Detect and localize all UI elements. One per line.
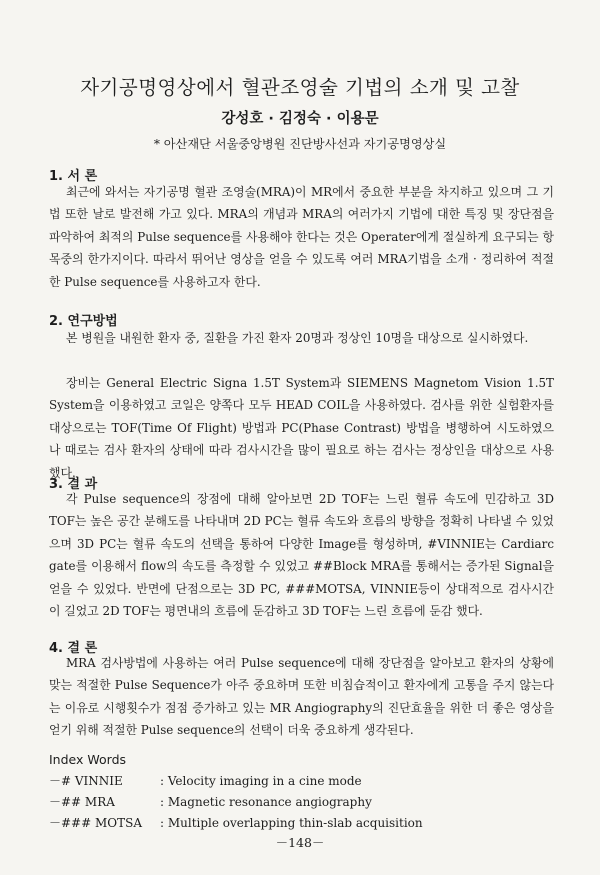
section-heading-conclusion: 4. 결 론 — [49, 641, 98, 656]
affiliation: * 아산재단 서울중앙병원 진단방사선과 자기공명영상실 — [153, 137, 447, 151]
index-definition: : Velocity imaging in a cine mode — [160, 774, 362, 788]
section-paragraph: MRA 검사방법에 사용하는 여러 Pulse sequence에 대해 장단점을 알아보고 환자의 상황에 맞는 적절한 Pulse Sequence가 아주 중요하며 또한 비침습적이고 환자에게 고통을 주지 않는다는 이유로 시행횟수가 점점 증가하고 있는 MR Angiography의 진단효율을 위한 더 좋은 영상을 얻기 위해 적절한 Pulse sequence의 선택이 더욱 중요하게 생각된다. — [49, 656, 554, 738]
index-definition: : Multiple overlapping thin-slab acquisition — [160, 816, 423, 830]
section-paragraph: 본 병원을 내원한 환자 중, 질환을 가진 환자 20명과 정상인 10명을 대상으로 실시하였다. — [66, 331, 529, 345]
section-heading-introduction: 1. 서 론 — [49, 169, 98, 184]
page-number: －148－ — [275, 835, 325, 850]
index-words-title: Index Words — [49, 752, 127, 767]
section-heading-methods: 2. 연구방법 — [49, 314, 118, 329]
index-term: －### MOTSA — [49, 816, 142, 830]
section-heading-results: 3. 결 과 — [49, 477, 98, 492]
index-term: －# VINNIE — [49, 774, 123, 788]
index-term: －## MRA — [49, 795, 115, 809]
section-paragraph: 최근에 와서는 자기공명 혈관 조영술(MRA)이 MR에서 중요한 부분을 차지하고 있으며 그 기법 또한 날로 발전해 가고 있다. MRA의 개념과 MRA의 여러가지 기법에 대한 특징 및 장단점을 파악하여 최적의 Pulse sequence를 사용해야 한다는 것은 Operater에게 절실하게 요구되는 항목중의 한가지이다. 따라서 뛰어난 영상을 얻을 수 있도록 여러 MRA기법을 소개 · 정리하여 적절한 Pulse sequence를 사용하고자 한다. — [49, 185, 554, 289]
index-word-row — [49, 793, 372, 810]
index-word-row — [49, 772, 362, 789]
author-list: 강성호 · 김정숙 · 이용문 — [221, 111, 379, 127]
index-definition: : Magnetic resonance angiography — [160, 795, 372, 809]
section-paragraph: 각 Pulse sequence의 장점에 대해 알아보면 2D TOF는 느린 혈류 속도에 민감하고 3D TOF는 높은 공간 분해도를 나타내며 2D PC는 혈류 속도와 흐름의 방향을 정확히 나타낼 수 있었으며 3D PC는 혈류 속도의 선택을 통하여 다양한 Image를 형성하며, #VINNIE는 Cardiarc gate를 이용해서 flow의 속도를 측정할 수 있었고 ##Block MRA를 통해서는 증가된 Signal을 얻을 수 있었다. 반면에 단점으로는 3D PC, ###MOTSA, VINNIE등이 상대적으로 검사시간이 길었고 2D TOF는 평면내의 흐름에 둔감하고 3D TOF는 느린 흐름에 둔감 했다. — [49, 492, 554, 619]
paper-title: 자기공명영상에서 혈관조영술 기법의 소개 및 고찰 — [80, 76, 520, 99]
index-word-row — [49, 814, 423, 831]
section-paragraph: 장비는 General Electric Signa 1.5T System과 SIEMENS Magnetom Vision 1.5T System을 이용하였고 코일은 양쪽다 모두 HEAD COIL을 사용하였다. 검사를 위한 실험환자를 대상으로는 TOF(Time Of Flight) 방법과 PC(Phase Contrast) 방법을 병행하여 시도하였으나 때로는 검사 환자의 상태에 따라 검사시간을 많이 필요로 하는 검사는 정상인을 대상으로 사용했다. — [49, 376, 554, 480]
